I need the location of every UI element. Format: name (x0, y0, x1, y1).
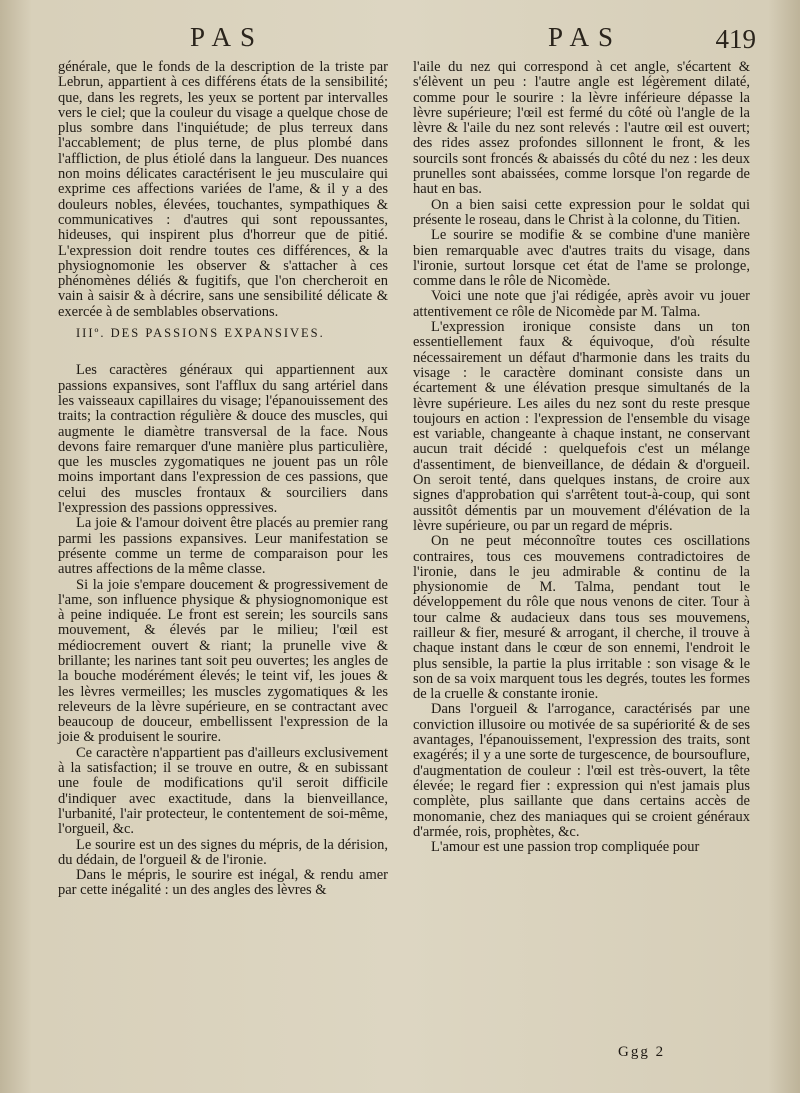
paragraph: Le sourire est un des signes du mépris, de la dérision, du dédain, de l'orgueil & de l'ironie. (58, 836, 388, 868)
paragraph: générale, que le fonds de la description de la triste par Lebrun, appartient à ces différens états de la sensibilité; que, dans les regrets, les yeux se portent par intervalles vers le ciel; que la couleur du visage a quelque chose de plus sombre dans l'inquiétude; de plus terreux dans l'accablement; de plus terne, de plus plombé dans l'affliction, de plus étiolé dans la langueur. Des nuances non moins délicates caractérisent le jeu musculaire qui exprime ces affections variées de l'ame, & il y a des douleurs nobles, élevées, touchantes, sympathiques & communicatives : d'autres qui sont repoussantes, hideuses, qui inspirent plus d'horreur que de pitié. L'expression doit rendre toutes ces différences, & la physiognomonie les observer & s'attacher à ces phénomènes déliés & fugitifs, que l'on chercheroit en vain à saisir & à décrire, sans une sensibilité délicate & exercée à de semblables observations. (58, 59, 388, 320)
paragraph: Voici une note que j'ai rédigée, après avoir vu jouer attentivement ce rôle de Nicomède par M. Talma. (413, 288, 750, 320)
signature-mark: Ggg 2 (618, 1044, 666, 1060)
left-column (58, 60, 388, 899)
running-head-right: PAS (548, 22, 623, 52)
paragraph: On ne peut méconnoître toutes ces oscillations contraires, tous ces mouvemens contradictoires de l'ironie, dans le jeu admirable & continu de la physionomie de M. Talma, pendant tout le développement du rôle que nous venons de citer. Tour à tour calme & audacieux dans tous ses mouvemens, railleur & fier, mesuré & arrogant, il cherche, il trouve à chaque instant dans le cœur de son ennemi, l'endroit le plus sensible, la partie la plus irritable : son visage & le son de sa voix marquent tous les degrés, toutes les formes de la cruelle & constante ironie. (413, 533, 750, 703)
paragraph: On a bien saisi cette expression pour le soldat qui présente le roseau, dans le Christ à la colonne, du Titien. (413, 196, 750, 228)
section-heading: IIIº. DES PASSIONS EXPANSIVES. (76, 326, 325, 341)
paragraph: La joie & l'amour doivent être placés au premier rang parmi les passions expansives. Leur manifestation se présente comme un terme de comparaison pour les autres affections de la même classe. (58, 515, 388, 578)
paragraph: Si la joie s'empare doucement & progressivement de l'ame, son influence physique & physiognomonique est à peine indiquée. Le front est serein; les sourcils sans mouvement, & élevés par le milieu; l'œil est médiocrement ouvert & riant; la prunelle vive & brillante; les narines tant soit peu ouvertes; les angles de la bouche modérément élevés; le teint vif, les joues & les lèvres vermeilles; les muscles zygomatiques & les releveurs de la lèvre supérieure, en se contractant avec beaucoup de douceur, embellissent l'expression de la joie & produisent le sourire. (58, 576, 388, 746)
page-header (0, 22, 800, 62)
right-column (413, 60, 750, 855)
paragraph: L'amour est une passion trop compliquée pour (431, 839, 700, 856)
paragraph: l'aile du nez qui correspond à cet angle, s'écartent & s'élèvent un peu : l'autre angle est légèrement dilaté, comme pour le sourire : la lèvre inférieure dépasse la lèvre supérieure; l'œil est fermé du côté où l'angle de la lèvre & l'aile du nez sont relevés : l'autre œil est ouvert; des rides assez profondes sillonnent le front, & les sourcils sont froncés & abaissés du côté du nez : les deux prunelles sont abaissées, comme lorsque l'on regarde de haut en bas. (413, 59, 750, 198)
page-number: 419 (715, 24, 756, 54)
running-head-left: PAS (190, 22, 265, 52)
paragraph: Dans le mépris, le sourire est inégal, & rendu amer par cette inégalité : un des angles des lèvres & (58, 867, 388, 899)
paragraph: L'expression ironique consiste dans un ton essentiellement faux & équivoque, d'où résulte nécessairement un défaut d'harmonie dans les traits du visage : le caractère dominant consiste dans un écartement & une élévation presque simultanés de la lèvre supérieure. Les ailes du nez sont du reste presque toujours en action : l'expression de l'ensemble du visage est variable, changeante à chaque instant, ne conservant aucun trait décidé : quelquefois c'est un mélange d'assentiment, de bienveillance, de dédain & d'orgueil. On seroit tenté, dans quelques instans, de croire aux signes d'approbation qui s'arrêtent tout-à-coup, qui sont aussitôt démentis par un mouvement d'élévation de la lèvre supérieure, ou par un regard de mépris. (413, 319, 750, 534)
paragraph: Les caractères généraux qui appartiennent aux passions expansives, sont l'afflux du sang artériel dans les vaisseaux capillaires du visage; l'épanouissement des traits; la contraction régulière & douce des muscles, qui augmente le diamètre transversal de la face. Nous devons faire remarquer d'une manière plus particulière, que les muscles zygomatiques ne jouent pas un rôle moins important dans l'expression de ces passions, que celui des muscles frontaux & sourciliers dans l'expression des passions oppressives. (58, 362, 388, 517)
paragraph: Dans l'orgueil & l'arrogance, caractérisés par une conviction illusoire ou motivée de sa supériorité & de ses avantages, l'épanouissement, l'expression des traits, sont exagérés; il y a une sorte de turgescence, de boursouflure, d'augmentation de couleur : l'œil est très-ouvert, la tête élevée; le regard fier : expression qui n'est jamais plus complète, plus saillante que dans certains accès de monomanie, chez des maniaques qui se croient généraux d'armée, rois, prophètes, &c. (413, 701, 750, 840)
paragraph: Le sourire se modifie & se combine d'une manière bien remarquable avec d'autres traits du visage, dans l'ironie, surtout lorsque cet état de l'ame se prolonge, comme dans le rôle de Nicomède. (413, 227, 750, 290)
paragraph: Ce caractère n'appartient pas d'ailleurs exclusivement à la satisfaction; il se trouve en outre, & en subissant une foule de modifications qu'il seroit difficile d'indiquer avec exactitude, dans la bienveillance, l'urbanité, l'air protecteur, le contentement de soi-même, l'orgueil, &c. (58, 744, 388, 838)
